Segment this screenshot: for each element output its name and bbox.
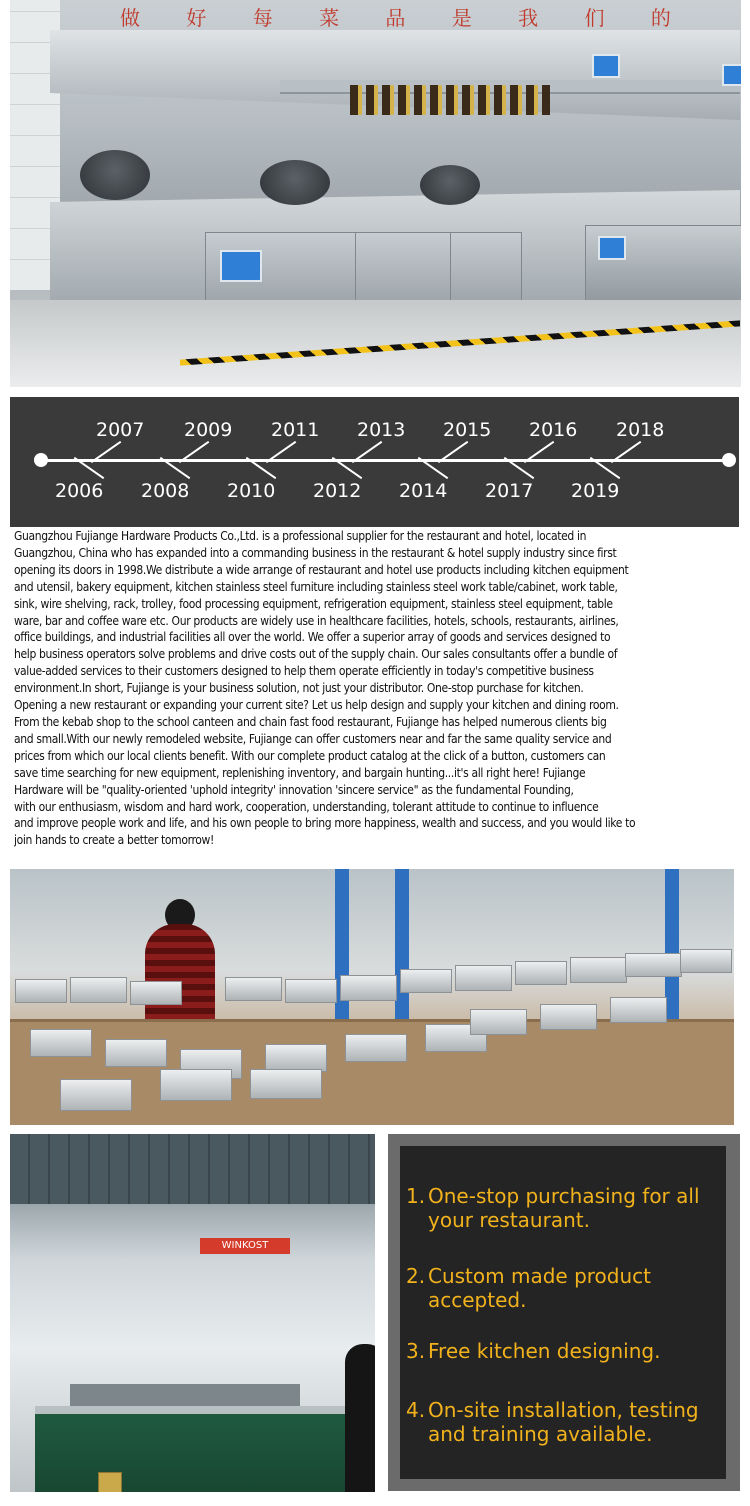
feature-text: Free kitchen designing.	[428, 1339, 661, 1363]
equipment-unit	[30, 1029, 92, 1057]
feature-number: 3.	[406, 1339, 426, 1363]
timeline-year-lower: 2010	[227, 480, 276, 502]
control-screen	[220, 250, 262, 282]
description-line: join hands to create a better tomorrow!	[14, 833, 214, 848]
feature-number: 1.	[406, 1184, 426, 1208]
equipment-unit	[105, 1039, 167, 1067]
timeline-axis	[40, 459, 728, 462]
feature-item	[406, 1264, 726, 1312]
features-inner	[400, 1146, 726, 1479]
equipment-unit	[570, 957, 627, 983]
equipment-unit	[515, 961, 567, 985]
equipment-unit	[70, 977, 127, 1003]
description-line: sink, wire shelving, rack, trolley, food processing equipment, refrigeration equipment, stainless steel equipment, table	[14, 596, 613, 611]
equipment-unit	[340, 975, 397, 1001]
steel-pillar	[665, 869, 679, 1019]
control-screen	[592, 54, 620, 78]
equipment-unit	[160, 1069, 232, 1101]
feature-number: 2.	[406, 1264, 426, 1288]
description-line: environment.In short, Fujiange is your business solution, not just your distributor. One-stop purchase for kitchen.	[14, 681, 584, 696]
equipment-unit	[60, 1079, 132, 1111]
equipment-unit	[610, 997, 667, 1023]
description-line: opening its doors in 1998.We distribute a wide arrange of restaurant and hotel use products including kitchen equipment	[14, 562, 629, 577]
timeline-year-lower: 2006	[55, 480, 104, 502]
timeline-year-upper: 2015	[443, 419, 492, 441]
equipment-unit	[400, 969, 452, 993]
booth-sign	[200, 1238, 290, 1254]
timeline-year-lower: 2008	[141, 480, 190, 502]
description-line: and small.With our newly remodeled website, Fujiange can offer customers near and far the same quality service and	[14, 731, 612, 746]
timeline-year-upper: 2016	[529, 419, 578, 441]
equipment-unit	[265, 1044, 327, 1072]
equipment-unit	[470, 1009, 527, 1035]
control-screen	[598, 236, 626, 260]
person	[345, 1344, 375, 1492]
description-line: office buildings, and industrial facilities all over the world. We offer a superior array of goods and services designed to	[14, 630, 611, 645]
equipment-unit	[285, 979, 337, 1003]
company-description	[14, 528, 738, 868]
feature-text: One-stop purchasing for all your restaurant.	[428, 1184, 700, 1232]
description-line: ware, bar and coffee ware etc. Our products are widely use in healthcare facilities, hotels, schools, restaurants, airlines,	[14, 613, 619, 628]
wok-icon	[420, 165, 480, 205]
cooking-island	[35, 1406, 355, 1492]
timeline-year-upper: 2007	[96, 419, 145, 441]
timeline-year-upper: 2018	[616, 419, 665, 441]
ceiling	[10, 1134, 375, 1204]
feature-item	[406, 1184, 726, 1232]
equipment-unit	[345, 1034, 407, 1062]
description-line: prices from which our local clients benefit. With our complete product catalog at the click of a button, customers can	[14, 748, 606, 763]
feature-number: 4.	[406, 1398, 426, 1422]
timeline-end-dot	[722, 453, 736, 467]
description-line: Opening a new restaurant or expanding your current site? Let us help design and supply your kitchen and dining room.	[14, 698, 619, 713]
timeline-year-lower: 2012	[313, 480, 362, 502]
logo-badge	[98, 1472, 122, 1492]
description-line: Guangzhou Fujiange Hardware Products Co.,Ltd. is a professional supplier for the restaurant and hotel, located in	[14, 529, 587, 543]
timeline-year-upper: 2011	[271, 419, 320, 441]
kitchen-photo	[10, 0, 741, 387]
timeline-year-lower: 2017	[485, 480, 534, 502]
description-line: From the kebab shop to the school canteen and chain fast food restaurant, Fujiange has helped numerous clients big	[14, 714, 607, 729]
feature-item	[406, 1339, 726, 1363]
description-line: with our enthusiasm, wisdom and hard work, cooperation, understanding, tolerant attitude to continue to influence	[14, 799, 599, 814]
timeline-year-lower: 2014	[399, 480, 448, 502]
description-line: Guangzhou, China who has expanded into a commanding business in the restaurant & hotel supply industry since first	[14, 545, 617, 560]
timeline-start-dot	[34, 453, 48, 467]
equipment-unit	[15, 979, 67, 1003]
features-panel	[388, 1134, 740, 1491]
feature-text: Custom made product accepted.	[428, 1264, 651, 1312]
wok-icon	[80, 150, 150, 200]
showroom-photo	[10, 1134, 375, 1492]
equipment-unit	[540, 1004, 597, 1030]
timeline-year-lower: 2019	[571, 480, 620, 502]
equipment-unit	[250, 1069, 322, 1099]
timeline-year-upper: 2009	[184, 419, 233, 441]
description-line: and utensil, bakery equipment, kitchen stainless steel furniture including stainless steel work table/cabinet, work table,	[14, 579, 618, 594]
condiment-bottles	[350, 85, 550, 115]
description-line: and improve people work and life, and his own people to bring more happiness, wealth and success, and you would like to	[14, 816, 636, 831]
booth-sign-text: WINKOST	[221, 1240, 269, 1251]
factory-photo	[10, 869, 734, 1125]
feature-text: On-site installation, testing and training available.	[428, 1398, 699, 1446]
feature-item	[406, 1398, 726, 1446]
equipment-unit	[680, 949, 732, 973]
description-line: save time searching for new equipment, replenishing inventory, and bargain hunting...it's all right here! Fujiange	[14, 765, 586, 780]
hood-banner-text: 做 好 每 菜 品 是 我 们 的	[120, 6, 691, 30]
description-line: help business operators solve problems and drive costs out of the supply chain. Our sales consultants offer a bundle of	[14, 647, 618, 662]
equipment-unit	[455, 965, 512, 991]
steel-pillar	[395, 869, 409, 1019]
wok-icon	[260, 160, 330, 205]
equipment-unit	[225, 977, 282, 1001]
description-line: Hardware will be "quality-oriented 'uphold integrity' innovation 'sincere service" as the fundamental Founding,	[14, 782, 574, 797]
floor	[10, 300, 741, 387]
timeline-year-upper: 2013	[357, 419, 406, 441]
history-timeline	[10, 397, 739, 527]
description-line: value-added services to their customers designed to help them operate efficiently in today's competitive business	[14, 664, 594, 679]
control-screen	[722, 64, 741, 86]
equipment-unit	[625, 953, 682, 977]
equipment-unit	[130, 981, 182, 1005]
